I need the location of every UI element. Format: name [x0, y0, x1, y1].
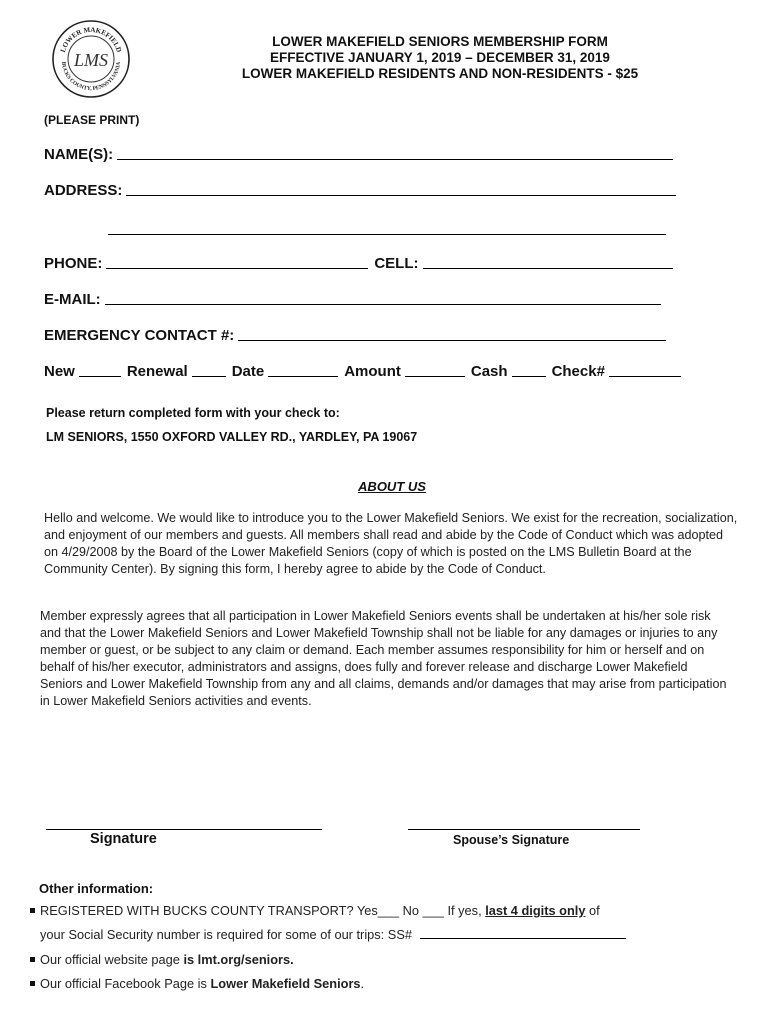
- lms-logo-seal: [50, 18, 132, 100]
- return-address: LM SENIORS, 1550 OXFORD VALLEY RD., YARDLEY, PA 19067: [46, 430, 418, 444]
- bullet-icon: [30, 908, 35, 913]
- transport-ssn-emphasis: last 4 digits only: [485, 903, 586, 918]
- transport-question-end: of: [585, 903, 600, 918]
- check-label: Check#: [551, 363, 605, 380]
- bullet-icon: [30, 981, 35, 986]
- facebook-text-end: .: [360, 976, 365, 991]
- website-text: Our official website page: [40, 952, 184, 967]
- about-us-heading: ABOUT US: [358, 479, 426, 494]
- address-field-row: [44, 182, 676, 199]
- renewal-input-line[interactable]: [192, 375, 226, 377]
- svg-text:LOWER MAKEFIELD: LOWER MAKEFIELD: [58, 25, 124, 54]
- cash-label: Cash: [470, 363, 508, 380]
- facebook-page-name[interactable]: Lower Makefield Seniors: [210, 976, 361, 991]
- check-input-line[interactable]: [609, 375, 681, 377]
- new-label: New: [44, 363, 75, 380]
- svg-text:LMS: LMS: [73, 50, 109, 70]
- ssn-label: your Social Security number is required for some of our trips: SS#: [40, 927, 412, 942]
- email-label: E-MAIL:: [44, 291, 101, 308]
- ssn-input-line[interactable]: [420, 937, 626, 939]
- effective-dates: EFFECTIVE JANUARY 1, 2019 – DECEMBER 31, 2019: [270, 50, 610, 65]
- email-field-row: [44, 291, 661, 308]
- address-input-line[interactable]: [126, 194, 676, 196]
- about-paragraph-liability: Member expressly agrees that all participation in Lower Makefield Seniors events shall be undertaken at his/her sole risk and that the Lower Makefield Seniors and Lower Makefield Township shall not be liable for any damages or injuries to any member or guest, or be subject to any claim or demand. Each member assumes responsibility for him or herself and on behalf of his/her executor, administrators and assigns, does fully and forever release and discharge Lower Makefield Seniors and Lower Makefield Township from any and all claims, demands and/or damages that may arise from participation in Lower Makefield Seniors activities and events.: [40, 609, 727, 708]
- facebook-item: [30, 976, 364, 991]
- cell-input-line[interactable]: [423, 267, 673, 269]
- other-info-heading: Other information:: [39, 881, 154, 896]
- cash-input-line[interactable]: [512, 375, 546, 377]
- names-field-row: [44, 146, 673, 163]
- address-line-2[interactable]: [108, 233, 666, 235]
- return-instruction: Please return completed form with your check to:: [46, 406, 340, 420]
- spouse-signature-label: Spouse’s Signature: [453, 833, 570, 847]
- signature-line[interactable]: [46, 828, 322, 830]
- membership-type-row: [44, 363, 681, 380]
- transport-question: REGISTERED WITH BUCKS COUNTY TRANSPORT? Yes___ No ___ If yes,: [40, 903, 486, 918]
- amount-input-line[interactable]: [405, 375, 465, 377]
- renewal-label: Renewal: [126, 363, 188, 380]
- svg-text:BUCKS COUNTY, PENNSYLVANIA: BUCKS COUNTY, PENNSYLVANIA: [59, 61, 123, 93]
- emergency-input-line[interactable]: [238, 339, 666, 341]
- emergency-field-row: [44, 327, 666, 344]
- spouse-signature-line[interactable]: [408, 828, 640, 830]
- bullet-icon: [30, 957, 35, 962]
- residents-fee: LOWER MAKEFIELD RESIDENTS AND NON-RESIDENTS - $25: [241, 66, 639, 81]
- form-title: LOWER MAKEFIELD SENIORS MEMBERSHIP FORM: [272, 34, 608, 49]
- website-url[interactable]: is lmt.org/seniors.: [183, 952, 294, 967]
- ssn-row: [40, 927, 626, 942]
- website-item: [30, 952, 294, 967]
- email-input-line[interactable]: [105, 303, 661, 305]
- date-label: Date: [231, 363, 265, 380]
- about-paragraph-welcome: Hello and welcome. We would like to introduce you to the Lower Makefield Seniors. We exist for the recreation, socialization, and enjoyment of our members and guests. All members shall read and abide by the Code of Conduct which was adopted on 4/29/2008 by the Board of the Lower Makefield Seniors (copy of which is posted on the LMS Bulletin Board at the Community Center). By signing this form, I hereby agree to abide by the Code of Conduct.: [44, 511, 738, 576]
- facebook-text: Our official Facebook Page is: [40, 976, 211, 991]
- names-input-line[interactable]: [117, 158, 673, 160]
- cell-label: CELL:: [374, 255, 419, 272]
- please-print-note: (PLEASE PRINT): [44, 113, 140, 127]
- amount-label: Amount: [344, 363, 401, 380]
- phone-label: PHONE:: [44, 255, 103, 272]
- phone-field-row: [44, 255, 673, 272]
- date-input-line[interactable]: [268, 375, 338, 377]
- transport-item: [30, 903, 600, 918]
- phone-input-line[interactable]: [106, 267, 368, 269]
- signature-label: Signature: [90, 831, 157, 847]
- new-input-line[interactable]: [79, 375, 121, 377]
- names-label: NAME(S):: [44, 146, 114, 163]
- address-label: ADDRESS:: [44, 182, 123, 199]
- emergency-label: EMERGENCY CONTACT #:: [44, 327, 235, 344]
